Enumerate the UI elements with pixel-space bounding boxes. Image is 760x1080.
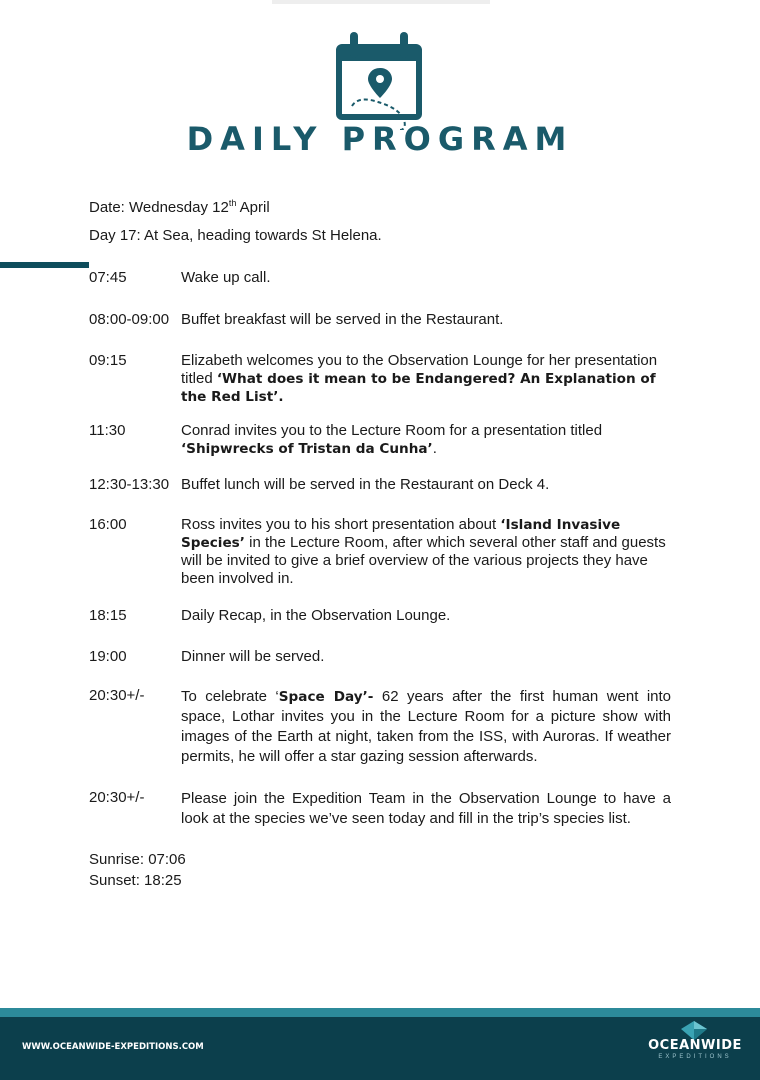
schedule-time: 12:30-13:30 (89, 476, 170, 493)
footer (0, 1017, 760, 1080)
schedule-time: 11:30 (89, 422, 126, 439)
brand-name: OCEANWIDE (648, 1038, 742, 1053)
schedule-time: 20:30+/- (89, 789, 145, 806)
schedule-text: To celebrate ‘Space Day’- 62 years after the first human went into space, Lothar invites you in the Lecture Room for a picture show with images of the Earth at night, taken from the ISS, with Auroras. If weather permits, he will offer a star gazing session afterwards. (181, 688, 672, 765)
page-title: DAILY PROGRAM (186, 120, 574, 158)
accent-bar (0, 262, 89, 268)
schedule-text: Buffet breakfast will be served in the Restaurant. (181, 311, 504, 328)
schedule-text: Ross invites you to his short presentation about ‘Island Invasive Species’ in the Lecture Room, after which several other staff and guests will be invited to give a brief overview of the various projects they have been involved in. (181, 516, 666, 587)
date-line: Date: Wednesday 12th April (89, 198, 270, 216)
top-divider (272, 0, 490, 4)
schedule-time: 19:00 (89, 648, 127, 665)
schedule-time: 20:30+/- (89, 687, 145, 704)
schedule-text: Dinner will be served. (181, 648, 325, 665)
footer-accent-stripe (0, 1008, 760, 1017)
sunrise-time: Sunrise: 07:06 (89, 851, 186, 868)
schedule-text: Daily Recap, in the Observation Lounge. (181, 607, 451, 624)
schedule-text: Please join the Expedition Team in the Observation Lounge to have a look at the species we’ve seen today and fill in the trip’s species list. (181, 790, 671, 827)
schedule-time: 18:15 (89, 607, 127, 624)
calendar-location-icon (330, 30, 430, 130)
sunset-time: Sunset: 18:25 (89, 872, 182, 889)
schedule-time: 16:00 (89, 516, 127, 533)
schedule-text: Wake up call. (181, 269, 271, 286)
day-line: Day 17: At Sea, heading towards St Helena. (89, 227, 382, 244)
brand-subtitle: EXPEDITIONS (658, 1054, 732, 1060)
schedule-time: 09:15 (89, 352, 127, 369)
schedule-text: Buffet lunch will be served in the Restaurant on Deck 4. (181, 476, 550, 493)
schedule-text: Elizabeth welcomes you to the Observation Lounge for her presentation titled ‘What does it mean to be Endangered? An Explanation of the Red List’. (181, 352, 658, 405)
website-link[interactable]: WWW.OCEANWIDE-EXPEDITIONS.COM (22, 1042, 204, 1052)
schedule-text: Conrad invites you to the Lecture Room for a presentation titled ‘Shipwrecks of Tristan da Cunha’. (181, 422, 603, 457)
schedule-time: 08:00-09:00 (89, 311, 170, 328)
schedule-time: 07:45 (89, 269, 127, 286)
